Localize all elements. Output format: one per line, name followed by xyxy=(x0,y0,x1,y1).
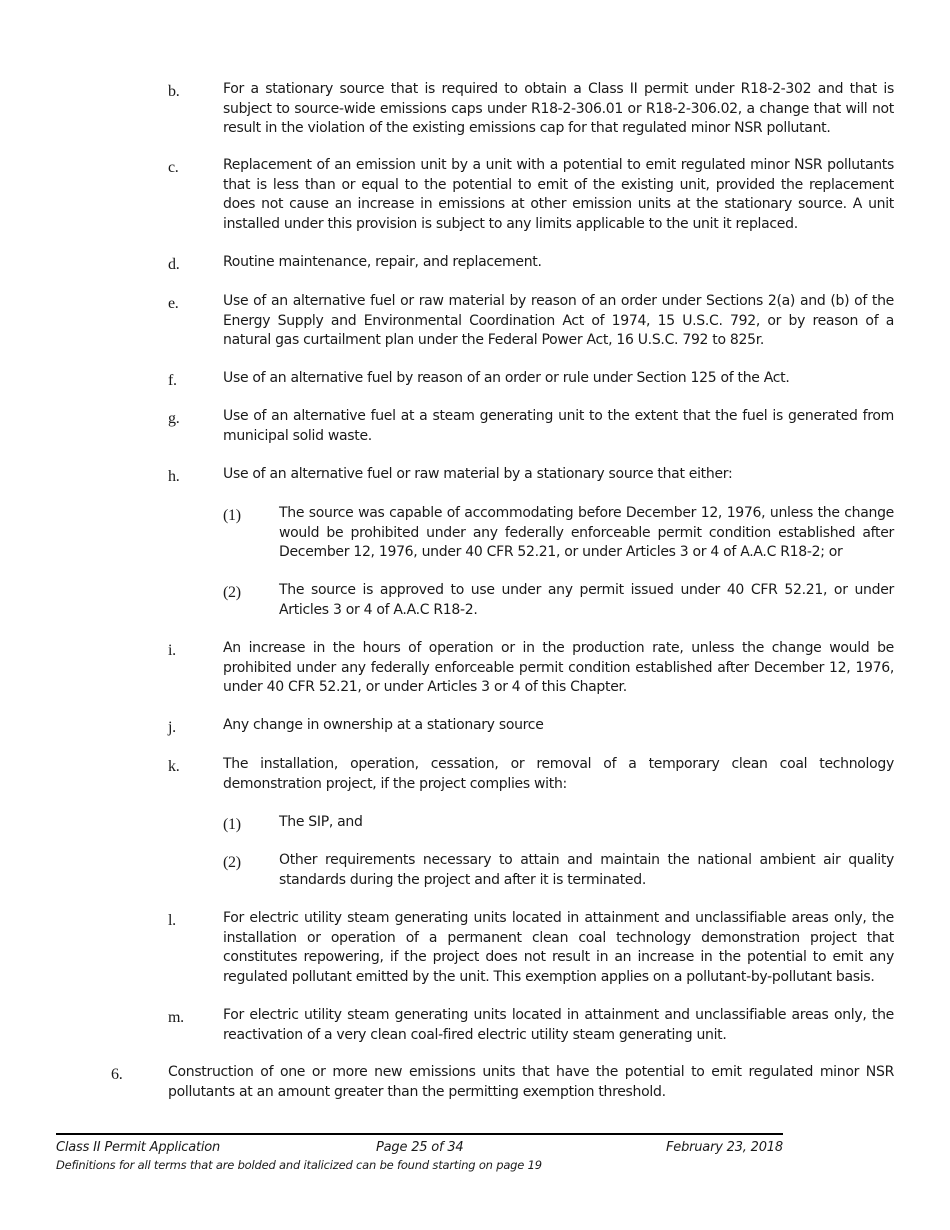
item-text: Routine maintenance, repair, and replacement. xyxy=(223,254,542,270)
item-marker: c. xyxy=(168,159,179,176)
item-text: Any change in ownership at a stationary source xyxy=(223,717,544,733)
item-marker: h. xyxy=(168,468,180,485)
item-marker: k. xyxy=(168,758,180,775)
item-text: An increase in the hours of operation or in the production rate, unless the change would be prohibited under any federally enforceable permit condition established after December 12, 1976, under 40 CFR 52.21, or under Articles 3 or 4 of this Chapter. xyxy=(223,640,894,696)
item-marker: i. xyxy=(168,642,176,659)
item-marker: d. xyxy=(168,256,180,273)
item-text: The installation, operation, cessation, or removal of a temporary clean coal technology demonstration project, if the project complies with: xyxy=(223,756,894,792)
item-marker: (1) xyxy=(223,507,241,524)
item-marker: (2) xyxy=(223,854,241,871)
item-text: For a stationary source that is required to obtain a Class II permit under R18-2-302 and that is subject to source-wide emissions caps under R18-2-306.01 or R18-2-306.02, a change that will not result in the violation of the existing emissions cap for that regulated minor NSR pollutant. xyxy=(223,81,894,137)
item-text: Replacement of an emission unit by a unit with a potential to emit regulated minor NSR pollutants that is less than or equal to the potential to emit of the existing unit, provided the replacement does not cause an increase in emissions at other emission units at the stationary source. A unit installed under this provision is subject to any limits applicable to the unit it replaced. xyxy=(223,157,894,232)
item-text: Use of an alternative fuel or raw material by reason of an order under Sections 2(a) and (b) of the Energy Supply and Environmental Coordination Act of 1974, 15 U.S.C. 792, or by reason of a natural gas curtailment plan under the Federal Power Act, 16 U.S.C. 792 to 825r. xyxy=(223,293,894,349)
item-marker: b. xyxy=(168,83,180,100)
item-marker: f. xyxy=(168,372,177,389)
item-text: The SIP, and xyxy=(279,814,363,830)
footer-date: February 23, 2018 xyxy=(666,1140,783,1155)
item-text: For electric utility steam generating units located in attainment and unclassifiable areas only, the installation or operation of a permanent clean coal technology demonstration project that constitutes repowering, if the project does not result in an increase in the potential to emit any regulated pollutant emitted by the unit. This exemption applies on a pollutant-by-pollutant basis. xyxy=(223,910,894,985)
item-text: Use of an alternative fuel at a steam generating unit to the extent that the fuel is generated from municipal solid waste. xyxy=(223,408,894,444)
footer-divider xyxy=(56,1133,783,1135)
item-text: Use of an alternative fuel or raw material by a stationary source that either: xyxy=(223,466,733,482)
item-text: Use of an alternative fuel by reason of an order or rule under Section 125 of the Act. xyxy=(223,370,790,386)
item-text: The source is approved to use under any permit issued under 40 CFR 52.21, or under Articles 3 or 4 of A.A.C R18-2. xyxy=(279,582,894,618)
item-marker: (1) xyxy=(223,816,241,833)
footer-page-number: Page 25 of 34 xyxy=(376,1140,464,1155)
item-marker: 6. xyxy=(111,1066,123,1083)
item-text: Construction of one or more new emissions units that have the potential to emit regulated minor NSR pollutants at an amount greater than the permitting exemption threshold. xyxy=(168,1064,894,1100)
footer-doc-title: Class II Permit Application xyxy=(56,1140,221,1155)
item-marker: e. xyxy=(168,295,179,312)
item-marker: (2) xyxy=(223,584,241,601)
item-text: For electric utility steam generating units located in attainment and unclassifiable areas only, the reactivation of a very clean coal-fired electric utility steam generating unit. xyxy=(223,1007,894,1043)
item-marker: l. xyxy=(168,912,176,929)
item-marker: j. xyxy=(168,719,176,736)
item-text: Other requirements necessary to attain and maintain the national ambient air quality standards during the project and after it is terminated. xyxy=(279,852,894,888)
item-marker: g. xyxy=(168,410,180,427)
item-text: The source was capable of accommodating before December 12, 1976, unless the change would be prohibited under any federally enforceable permit condition established after December 12, 1976, under 40 CFR 52.21, or under Articles 3 or 4 of A.A.C R18-2; or xyxy=(279,505,894,561)
footer-definitions-note: Definitions for all terms that are bolded and italicized can be found starting on page 19 xyxy=(56,1158,542,1172)
item-marker: m. xyxy=(168,1009,184,1026)
